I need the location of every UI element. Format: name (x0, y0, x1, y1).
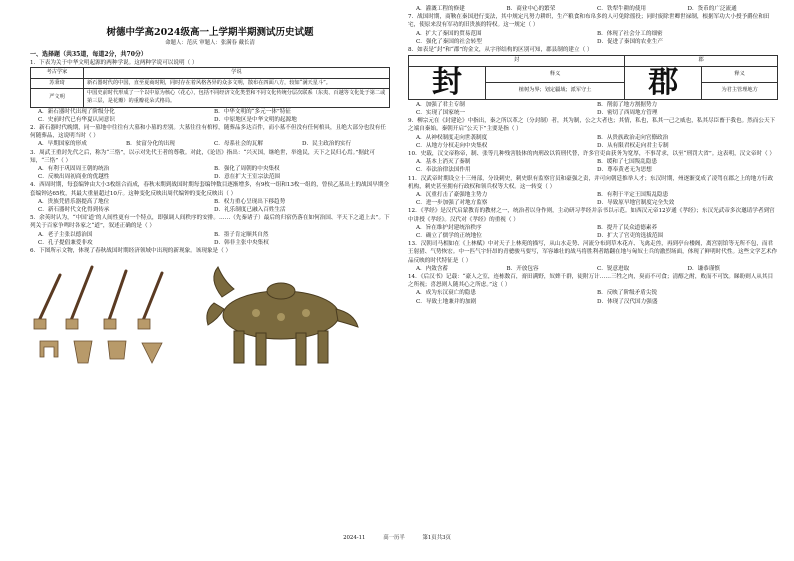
q4-option-b[interactable]: B．权力重心呈现出下移趋势 (214, 198, 286, 205)
q6-option-c[interactable]: C．铁犁牛耕的使用 (597, 6, 647, 12)
q3-option-d[interactable]: D．意在扩大王室宗法范围 (214, 174, 281, 181)
q7-option-b[interactable]: B．体现了社会分工的细密 (597, 30, 663, 37)
q12-option-a[interactable]: A．旨在维护封建统治秩序 (416, 224, 482, 231)
q8-feng-note-head: 释义 (486, 66, 625, 83)
q10-option-d[interactable]: D．尊奉黄老无为思想 (597, 167, 652, 174)
q1-option-a[interactable]: A．新石器时代出现了阶级分化 (38, 108, 115, 115)
q1-options (30, 108, 390, 124)
q14-option-d[interactable]: D．体现了汉代国力强盛 (597, 298, 658, 305)
jun-bronze-glyph: 郡 (625, 66, 702, 99)
q14-stem: 14．《后汉书》记载：“豪人之室，连栋数百，膏田满野，奴婢千群，徒附万计……三牲之肉，臭而不可食；清醇之酎，败而不可饮。睇盼则人从其目之所视；喜怒则人随其心之所虑。”这（ ） (408, 274, 774, 289)
footer-subject: 高一历半 (383, 535, 405, 541)
q13-stem: 13．汉朝司马相如在《上林赋》中对天子上林苑的描写，从山水走势、河流分布到草木花卉、飞禽走兽，再到亭台楼阁，离宫别馆等无所不包，而君王射猎、气势恢宏。中一匹气宇轩昂的青骢骏马要写，军容雄壮的战马将胜利者踏翻在地与匈奴士兵的激烈场面，体现了鲜明时代性。这些文学艺术作品反映的时代特征是（ ） (408, 241, 778, 264)
q4-option-d[interactable]: D．礼乐制度已融入百姓生活 (214, 207, 286, 214)
q10-option-a[interactable]: A．基本上消灭了秦制 (416, 159, 471, 166)
q5-option-b[interactable]: B．墨子肯定顺其自然 (214, 231, 269, 238)
q8-option-b[interactable]: B．削弱了地方割据势力 (597, 101, 658, 108)
q3-stem: 3．周武王重封先代之后，称为“三恪”，以示对先代王者的尊敬。对此，《论语》指出：“兴灭国，继绝世，举逸民，天下之民归心焉。”据此可知，“三恪”（ ） (30, 149, 376, 164)
q12-option-b[interactable]: B．提升了民众道德素养 (597, 224, 658, 231)
q3-option-a[interactable]: A．有利于巩固周王朝的统治 (38, 166, 110, 172)
q4-stem: 4．西周时期，每套编钟由大小3枚组合而成，春秋末期到战国时期每套编钟数目逐渐增多，有9枚一组和13枚一组的，曾侯乙墓出土的战国早期全套编钟达65枚，其最大重量超过10斤。这种变化反映出周代编钟的变化反映出（ ） (30, 182, 390, 197)
q9-stem: 9．柳宗元在《封建论》中指出，秦之所以革之（分封制）者，其为制，公之大者也；其情，私也，私其一己之威也，私其尽臣畜于我也。然而公天下之端自秦始。秦朝开启“公天下”主要是指（ ） (408, 118, 776, 133)
q4-option-c[interactable]: C．新石器时代文化得到传承 (38, 207, 110, 214)
q13-option-b[interactable]: B．开放包容 (506, 265, 539, 272)
q7-option-c[interactable]: C．强化了秦国的社会转型 (416, 38, 482, 45)
q6-option-b[interactable]: B．商业中心的繁荣 (506, 6, 556, 12)
q1-row1-name: 苏秉琦 (31, 78, 84, 89)
footer-page-number: 第1页共3页 (422, 535, 451, 541)
q11-option-c[interactable]: C．进一步加强了对地方监察 (416, 200, 488, 207)
q14-option-c[interactable]: C．导致土地兼并的加剧 (416, 298, 477, 305)
q14-options (408, 289, 778, 305)
q9-options (408, 134, 778, 150)
q1-header-theory: 学说 (84, 68, 390, 79)
q2-options (30, 140, 390, 148)
q4-option-a[interactable]: A．贵族凭借乐器提高了地位 (38, 198, 110, 205)
left-column (30, 0, 390, 561)
q6-stem: 6．下图所示文物，体现了春秋战国时期经济领域中出现的新现象。该现象是（ ） (30, 248, 232, 255)
q2-option-c[interactable]: C．母系社会的瓦解 (214, 141, 264, 148)
q2-option-a[interactable]: A．早期国家的形成 (38, 141, 87, 148)
q8-jun-note-head: 释义 (702, 66, 778, 83)
q1-header-scholar: 考古学家 (31, 68, 84, 79)
q7-options (408, 30, 778, 46)
q12-option-c[interactable]: C．确立了儒学的正统地位 (416, 233, 482, 240)
q12-options (408, 224, 778, 240)
q10-stem: 10．史载，汉文帝称帝，制、张等几种残害肢体的肉刑改以笞刑代替，许多官吏由获务为宽厚，不事苛求，以至“刑罚大省”。这表明，汉文帝时（ ） (408, 151, 776, 158)
q8-header-feng: 封 (409, 56, 625, 67)
q8-table (408, 55, 778, 100)
q3-option-c[interactable]: C．反映出周初商业的优越性 (38, 174, 110, 181)
section-heading: 一、选择题（共35道，每道2分，共70分） (30, 51, 147, 58)
q9-option-a[interactable]: A．从神权制度走向世袭制度 (416, 134, 488, 141)
q7-option-d[interactable]: D．促进了秦国的农业生产 (597, 38, 664, 45)
exam-credits: 命题人：范庆 审题人：张满春 戴长清 (165, 40, 255, 46)
q13-option-a[interactable]: A．内敛含蓄 (416, 265, 449, 272)
iron-tools-image (30, 257, 180, 375)
q1-stem: 1．下表为关于中华文明起源的两种学说。这两种学说可以说明（ ） (30, 60, 198, 66)
q6-option-d[interactable]: D．货币的广泛流通 (687, 6, 737, 12)
q7-option-a[interactable]: A．扩大了秦国的贸易范围 (416, 30, 482, 37)
q2-option-d[interactable]: D．民主政治的实行 (302, 141, 352, 148)
q11-options (408, 191, 778, 207)
q6-option-a[interactable]: A．灌溉工程的修建 (416, 6, 465, 12)
page-footer (0, 533, 794, 541)
q8-option-d[interactable]: D．密切了西周地方管理 (597, 110, 658, 117)
q6-options (408, 5, 778, 13)
q12-stem: 12．《孝经》是汉代启蒙教育的教材之一，统治者以身作则，主动研习孝经并亲书以示范。如西汉元帝12岁通《孝经》；东汉光武帝多次邀请学者到宫中讲授《孝经》。汉代对《孝经》的重视（ ） (408, 208, 775, 223)
feng-bronze-glyph: 封 (409, 66, 486, 99)
q5-stem: 5．余英时认为，“中国‘道’的人间性更有一个特点，即强调人间秩序的安排。……（先秦诸子）最后的归宿仍落在如何治国、平天下之道上去”。下列关于百家争鸣时各家之“道”，叙述正确的是（ ） (30, 215, 390, 230)
q1-option-c[interactable]: C．史前时代已有华夏认同意识 (38, 116, 115, 123)
q14-option-b[interactable]: B．反映了阶级矛盾尖锐 (597, 290, 658, 297)
q3-option-b[interactable]: B．强化了周朝的中央集权 (214, 166, 280, 172)
q5-options (30, 231, 390, 247)
exam-title: 树德中学高2024级高一上学期半期测试历史试题 (106, 27, 314, 38)
q9-option-b[interactable]: B．从贵族政治走向官僚政治 (597, 134, 669, 141)
q3-options (30, 165, 390, 181)
q6-figures (30, 257, 390, 375)
q10-options (408, 158, 778, 174)
q9-option-d[interactable]: D．从有限君权走向君主专制 (597, 142, 669, 149)
q4-options (30, 198, 390, 214)
q8-option-c[interactable]: C．实现了国家统一 (416, 110, 466, 117)
q14-option-a[interactable]: A．成为东汉衰亡的隐患 (416, 290, 476, 297)
q1-row2-text: 中国史前时代形成了一个以中原为核心（花心），包括不同经济文化类型和不同文化传统分层次联系（东夷、百越等文化处于第二或第三层，是花瓣）的重瓣花朵式格局。 (84, 89, 390, 107)
q2-stem: 2．新石器时代晚期，同一墓地中往往有大墓和小墓的差别。大墓往往有棺椁，随葬品多达百件，而小墓不但没有任何棺具，且绝大部分也没有任何随葬品，这说明当时（ ） (30, 124, 386, 140)
q1-option-b[interactable]: B．中华文明的“多元一体”特征 (214, 108, 291, 115)
q1-option-d[interactable]: D．中原地区是中华文明的起源地 (214, 116, 297, 123)
q11-stem: 11．汉武帝时期设立十三州部，分设刺史，刺史职有监察官员和豪强之责，并可向朝廷推举人才；东汉时期，州逐渐变成了凌驾在郡之上的地方行政机构，刺史甚至拥有行政权和领兵权等大权。这一转变（ ） (408, 175, 774, 190)
q9-option-c[interactable]: C．从地方分权走向中央集权 (416, 142, 488, 149)
q8-option-a[interactable]: A．加强了君主专制 (416, 101, 465, 108)
bronze-ox-vessel-image (186, 257, 366, 375)
q11-option-b[interactable]: B．有利于平定王国叛乱隐患 (597, 192, 669, 199)
q8-jun-note: 为君主管理地方 (702, 83, 778, 100)
q1-row2-name: 严文明 (31, 89, 84, 107)
q11-option-d[interactable]: D．导致原早地官制度完全失效 (597, 200, 675, 207)
q5-option-d[interactable]: D．韩非主张中央集权 (214, 239, 269, 246)
q5-option-a[interactable]: A．老子主张以德治国 (38, 231, 93, 238)
q1-table (30, 67, 390, 107)
q2-option-b[interactable]: B．贫富分化的出现 (126, 141, 175, 148)
q13-options (408, 265, 778, 273)
q8-stem: 8．如表是“封”和“郡”的金文，从字形结构的区别可知，郡县制的建立（ ） (408, 47, 593, 54)
q10-option-b[interactable]: B．缓和了七国叛乱隐患 (597, 159, 658, 166)
q8-feng-note: 植树为界；划定疆域；派军守土 (486, 83, 625, 100)
q5-option-c[interactable]: C．孔子提倡兼爱非攻 (38, 239, 93, 246)
q10-option-c[interactable]: C．奉法治律法国作用 (416, 167, 471, 174)
q11-option-a[interactable]: A．沉重打击了豪强地主势力 (416, 192, 488, 199)
q13-option-c[interactable]: C．锐意进取 (597, 265, 630, 272)
q1-row1-text: 新石器时代的中国，直至夏商时期，同时存在着风格各异的众多文明，散布在四面八方，较如“满天星斗”。 (84, 78, 390, 89)
q12-option-d[interactable]: D．扩大了官吏的选拔范围 (597, 233, 664, 240)
q7-stem: 7．战国时期，商鞅在秦国进行变法，其中规定凡努力耕织，生产粮食和布帛多的人可免除徭役；同时废除世卿世禄制，根据军功大小授予爵位和田宅，使原来没有军功的旧贵族的特权。这一规定（ ） (408, 14, 770, 29)
q13-option-d[interactable]: D．谦恭谨慎 (687, 265, 720, 272)
footer-date: 2024-11 (343, 535, 366, 541)
q8-header-jun: 郡 (625, 56, 778, 67)
q8-options (408, 101, 778, 117)
right-column (408, 0, 778, 561)
